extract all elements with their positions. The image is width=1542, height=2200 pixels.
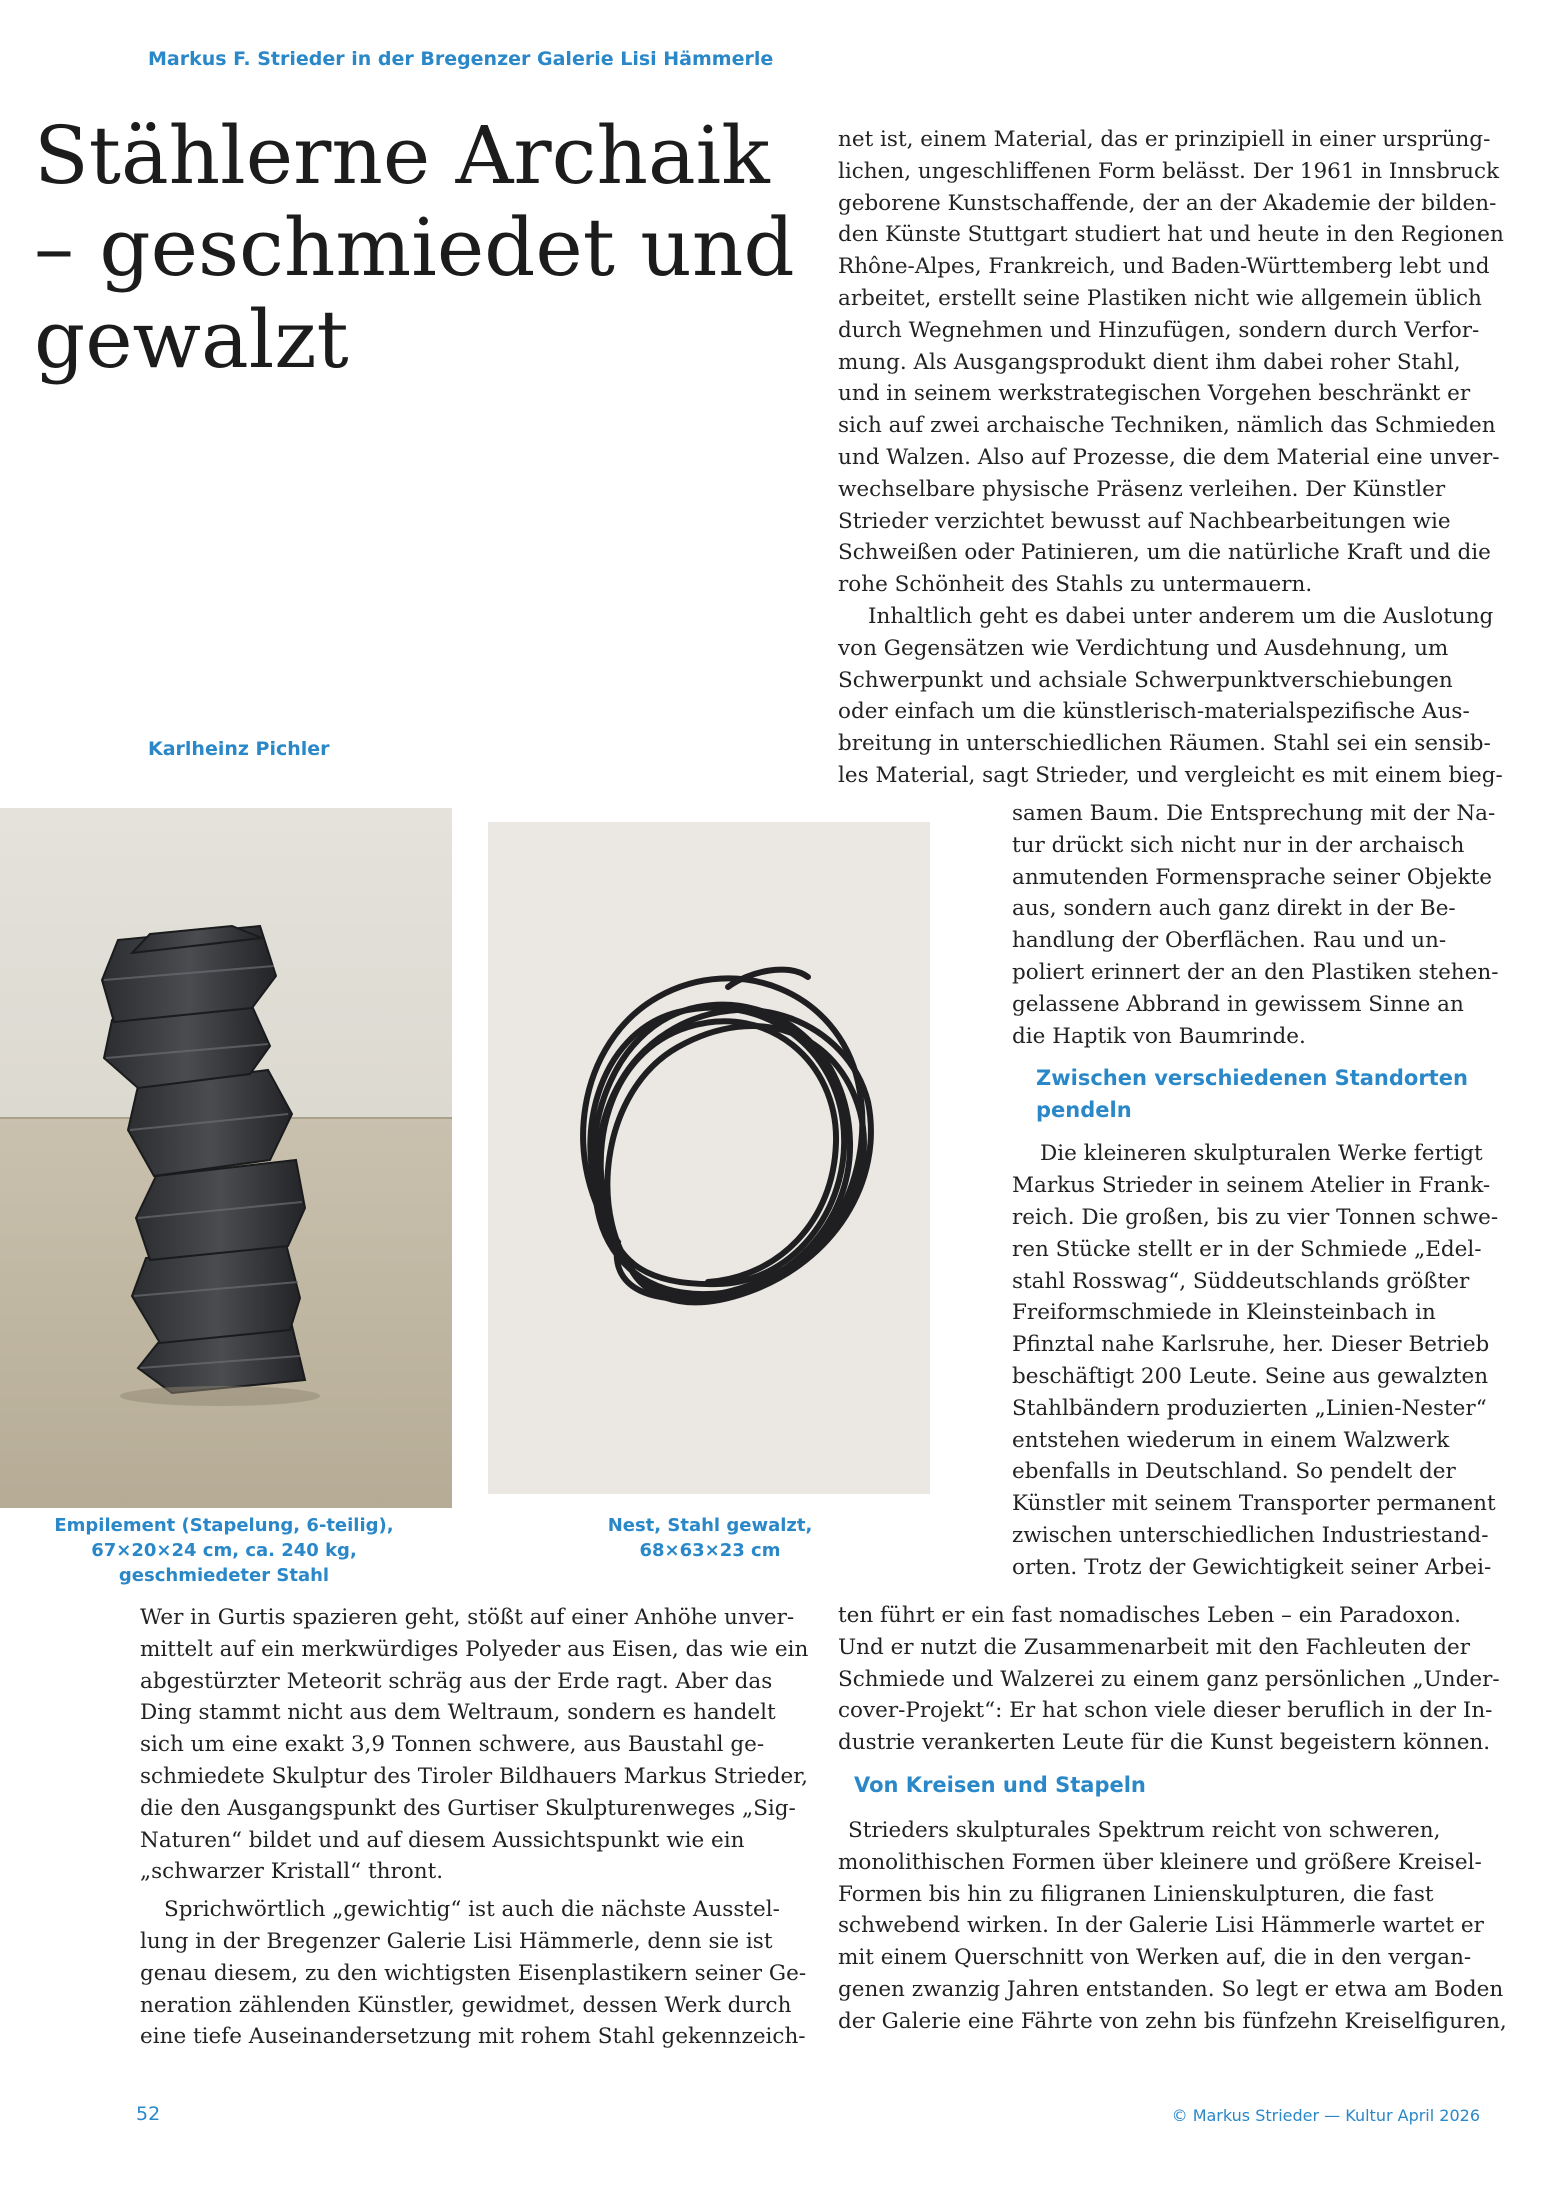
text-line: lung in der Bregenzer Galerie Lisi Hämmerle, denn sie ist xyxy=(140,1928,773,1954)
text-line: Und er nutzt die Zusammenarbeit mit den Fachleuten der xyxy=(838,1634,1470,1660)
text-line: abgestürzter Meteorit schräg aus der Erde ragt. Aber das xyxy=(140,1668,773,1694)
text-line: cover-Projekt“: Er hat schon viele dieser beruflich in der In- xyxy=(838,1698,1493,1724)
text-line: entstehen wiederum in einem Walzwerk xyxy=(1012,1427,1450,1453)
text-line: eine tiefe Auseinandersetzung mit rohem Stahl gekennzeich- xyxy=(140,2024,806,2050)
text-line: Naturen“ bildet und auf diesem Aussichtspunkt wie ein xyxy=(140,1827,745,1853)
text-line: stahl Rosswag“, Süddeutschlands größter xyxy=(1012,1268,1470,1294)
text-line: reich. Die großen, bis zu vier Tonnen schwe- xyxy=(1012,1204,1499,1230)
body-paragraph xyxy=(140,1894,810,2053)
right-column-narrow xyxy=(1012,798,1502,1584)
copyright-footer: © Markus Strieder — Kultur April 2026 xyxy=(1171,2106,1480,2125)
text-line: Rhône-Alpes, Frankreich, und Baden-Württemberg lebt und xyxy=(838,254,1490,280)
caption-line: 68×63×23 cm xyxy=(639,1540,781,1561)
text-line: gelassene Abbrand in gewissem Sinne an xyxy=(1012,991,1464,1017)
headline xyxy=(34,110,824,386)
text-line: Wer in Gurtis spazieren geht, stößt auf einer Anhöhe unver- xyxy=(140,1605,795,1630)
text-line: mit einem Querschnitt von Werken auf, die in den vergan- xyxy=(838,1945,1472,1971)
text-line: net ist, einem Material, das er prinzipiell in einer ursprüng- xyxy=(838,127,1491,152)
text-line: dustrie verankerten Leute für die Kunst begeistern können. xyxy=(838,1730,1491,1756)
text-line: „schwarzer Kristall“ thront. xyxy=(140,1859,444,1885)
text-line: schmiedete Skulptur des Tiroler Bildhauers Markus Strieder, xyxy=(140,1763,808,1789)
kicker: Markus F. Strieder in der Bregenzer Galerie Lisi Hämmerle xyxy=(148,48,774,70)
text-line: ten führt er ein fast nomadisches Leben – ein Paradoxon. xyxy=(838,1603,1461,1628)
text-line: samen Baum. Die Entsprechung mit der Na- xyxy=(1012,801,1496,826)
text-line: rohe Schönheit des Stahls zu untermauern. xyxy=(838,572,1313,598)
text-line: Inhaltlich geht es dabei unter anderem um die Auslotung xyxy=(868,603,1494,629)
text-line: breitung in unterschiedlichen Räumen. Stahl sei ein sensib- xyxy=(838,731,1491,757)
caption-line: Empilement (Stapelung, 6-teilig), xyxy=(54,1515,394,1536)
text-line: handlung der Oberflächen. Rau und un- xyxy=(1012,928,1447,954)
right-column-top xyxy=(838,124,1504,792)
subheading-line: pendeln xyxy=(1036,1098,1132,1123)
text-line: Sprichwörtlich „gewichtig“ ist auch die nächste Ausstel- xyxy=(164,1897,780,1923)
text-line: Pfinztal nahe Karlsruhe, her. Dieser Betrieb xyxy=(1012,1332,1490,1358)
caption-line: geschmiedeter Stahl xyxy=(118,1565,330,1586)
text-line: ren Stücke stellt er in der Schmiede „Edel- xyxy=(1012,1236,1482,1262)
text-line: oder einfach um die künstlerisch-materialspezifische Aus- xyxy=(838,699,1470,725)
headline-line: Stählerne Archaik xyxy=(34,109,770,202)
caption-nest xyxy=(540,1513,880,1563)
subheading-line: Zwischen verschiedenen Standorten xyxy=(1036,1066,1468,1091)
text-line: geborene Kunstschaffende, der an der Akademie der bilden- xyxy=(838,190,1497,216)
body-paragraph xyxy=(838,1600,1498,1759)
caption-empilement xyxy=(24,1513,424,1588)
text-line: monolithischen Formen über kleinere und größere Kreisel- xyxy=(838,1849,1482,1875)
text-line: genen zwanzig Jahren entstanden. So legt er etwa am Boden xyxy=(838,1976,1504,2002)
text-line: beschäftigt 200 Leute. Seine aus gewalzten xyxy=(1012,1363,1489,1389)
page-number: 52 xyxy=(136,2103,161,2125)
left-column-bottom xyxy=(140,1602,810,2053)
text-line: von Gegensätzen wie Verdichtung und Ausdehnung, um xyxy=(838,635,1449,661)
text-line: Schweißen oder Patinieren, um die natürliche Kraft und die xyxy=(838,540,1491,566)
text-line: Markus Strieder in seinem Atelier in Frank- xyxy=(1012,1173,1491,1199)
caption-line: Nest, Stahl gewalzt, xyxy=(607,1515,813,1536)
text-line: zwischen unterschiedlichen Industriestand- xyxy=(1012,1522,1489,1548)
body-paragraph xyxy=(838,124,1504,601)
caption-line: 67×20×24 cm, ca. 240 kg, xyxy=(91,1540,357,1561)
text-line: die den Ausgangspunkt des Gurtiser Skulpturenweges „Sig- xyxy=(140,1795,796,1821)
text-line: aus, sondern auch ganz direkt in der Be- xyxy=(1012,896,1456,922)
text-line: Strieders skulpturales Spektrum reicht von schweren, xyxy=(848,1817,1441,1843)
author-byline: Karlheinz Pichler xyxy=(148,738,330,760)
text-line: Ding stammt nicht aus dem Weltraum, sondern es handelt xyxy=(140,1700,776,1726)
text-line: ebenfalls in Deutschland. So pendelt der xyxy=(1012,1459,1456,1485)
text-line: Schmiede und Walzerei zu einem ganz persönlichen „Under- xyxy=(838,1666,1500,1692)
text-line: mittelt auf ein merkwürdiges Polyeder aus Eisen, das wie ein xyxy=(140,1636,809,1662)
text-line: Formen bis hin zu filigranen Linienskulpturen, die fast xyxy=(838,1881,1434,1907)
right-column-bottom xyxy=(838,1600,1507,2038)
text-line: tur drückt sich nicht nur in der archaisch xyxy=(1012,832,1465,858)
sculpture-nest-image xyxy=(488,822,930,1494)
text-line: orten. Trotz der Gewichtigkeit seiner Arbei- xyxy=(1012,1554,1492,1580)
text-line: Die kleineren skulpturalen Werke fertigt xyxy=(1040,1141,1483,1167)
photo-nest xyxy=(488,822,930,1494)
text-line: sich auf zwei archaische Techniken, nämlich das Schmieden xyxy=(838,413,1496,439)
text-line: Künstler mit seinem Transporter permanent xyxy=(1012,1491,1496,1517)
text-line: der Galerie eine Fährte von zehn bis fünfzehn Kreiselfiguren, xyxy=(838,2008,1507,2034)
body-paragraph xyxy=(1012,798,1502,1052)
sculpture-stack-image xyxy=(0,808,452,1508)
text-line: den Künste Stuttgart studiert hat und heute in den Regionen xyxy=(838,222,1504,248)
body-paragraph xyxy=(140,1602,810,1888)
text-line: poliert erinnert der an den Plastiken stehen- xyxy=(1012,959,1499,985)
text-line: arbeitet, erstellt seine Plastiken nicht wie allgemein üblich xyxy=(838,285,1482,311)
subheading-standorte xyxy=(1012,1062,1502,1126)
text-line: anmutenden Formensprache seiner Objekte xyxy=(1012,864,1493,890)
text-line: die Haptik von Baumrinde. xyxy=(1012,1023,1306,1049)
body-paragraph xyxy=(1012,1138,1502,1583)
subheading-kreisen xyxy=(838,1769,1498,1801)
text-line: Freiformschmiede in Kleinsteinbach in xyxy=(1012,1300,1436,1326)
headline-line: gewalzt xyxy=(34,293,349,386)
text-line: mung. Als Ausgangsprodukt dient ihm dabei roher Stahl, xyxy=(838,349,1461,375)
text-line: Schwerpunkt und achsiale Schwerpunktverschiebungen xyxy=(838,667,1453,693)
photo-empilement xyxy=(0,808,452,1508)
text-line: und Walzen. Also auf Prozesse, die dem Material eine unver- xyxy=(838,444,1500,470)
subheading-line: Von Kreisen und Stapeln xyxy=(854,1772,1146,1797)
text-line: genau diesem, zu den wichtigsten Eisenplastikern seiner Ge- xyxy=(140,1960,807,1986)
text-line: schwebend wirken. In der Galerie Lisi Hämmerle wartet er xyxy=(838,1913,1484,1939)
text-line: durch Wegnehmen und Hinzufügen, sondern durch Verfor- xyxy=(838,317,1480,343)
text-line: neration zählenden Künstler, gewidmet, dessen Werk durch xyxy=(140,1992,792,2018)
text-line: Stahlbändern produzierten „Linien-Nester“ xyxy=(1012,1395,1487,1421)
text-line: les Material, sagt Strieder, und vergleicht es mit einem bieg- xyxy=(838,762,1503,788)
body-paragraph xyxy=(838,601,1503,792)
text-line: und in seinem werkstrategischen Vorgehen beschränkt er xyxy=(838,381,1471,407)
headline-line: – geschmiedet und xyxy=(34,201,795,294)
text-line: sich um eine exakt 3,9 Tonnen schwere, aus Baustahl ge- xyxy=(140,1732,765,1758)
text-line: wechselbare physische Präsenz verleihen. Der Künstler xyxy=(838,476,1446,502)
text-line: Strieder verzichtet bewusst auf Nachbearbeitungen wie xyxy=(838,508,1451,534)
body-paragraph xyxy=(838,1815,1507,2038)
text-line: lichen, ungeschliffenen Form belässt. Der 1961 in Innsbruck xyxy=(838,158,1500,184)
